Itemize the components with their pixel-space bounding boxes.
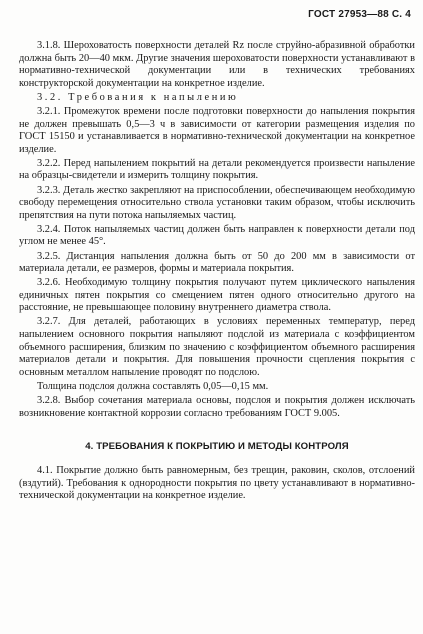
paragraph-3-1-8: 3.1.8. Шероховатость поверхности деталей Rz после струйно-абразивной обработки должна быть 20—40 мкм. Другие значения шероховатости поверхности устанавливают в нормативно-технической документации или в технических требованиях конструкторской документации на конкретное изделие. [19,40,415,89]
paragraph-sublayer-thickness: Толщина подслоя должна составлять 0,05—0,15 мм. [37,380,269,392]
paragraph-3-2-3: 3.2.3. Деталь жестко закрепляют на приспособлении, обеспечивающем необходимую свободу перемещения относительно ствола установки таким образом, чтобы исключить препятствия на пути потока напыляемых частиц. [19,184,415,221]
page-header: ГОСТ 27953—88 С. 4 [308,9,411,20]
document-body [19,40,415,505]
paragraph-3-2-4: 3.2.4. Поток напыляемых частиц должен быть направлен к поверхности детали под углом не менее 45°. [19,223,415,248]
paragraph-3-2-2: 3.2.2. Перед напылением покрытий на детали рекомендуется произвести напыление на образцы-свидетели и измерить толщину покрытия. [19,157,415,182]
paragraph-3-2-6: 3.2.6. Необходимую толщину покрытия получают путем циклического напыления единичных пятен покрытия со смещением пятен одного относительно другого на расстояние, не превышающее половину внутреннего диаметра ствола. [19,277,415,314]
paragraph-3-2-8: 3.2.8. Выбор сочетания материала основы, подслоя и покрытия должен исключать возникновение контактной коррозии согласно требованиям ГОСТ 9.005. [19,395,415,419]
subsection-heading-3-2: 3.2. Требования к напылению [37,91,239,103]
paragraph-3-2-1: 3.2.1. Промежуток времени после подготовки поверхности до напыления покрытия не должен превышать 0,5—3 ч в зависимости от категории размещения изделия по ГОСТ 15150 и устанавливается в нормативно-технической документации на конкретное изделие. [19,105,415,155]
paragraph-4-1: 4.1. Покрытие должно быть равномерным, без трещин, раковин, сколов, отслоений (вздутий). Требования к однородности покрытия по цвету устанавливают в нормативно-технической документации на конкретное изделие. [19,465,415,502]
paragraph-3-2-7: 3.2.7. Для деталей, работающих в условиях переменных температур, перед напылением основного покрытия напыляют подслой из материала с коэффициентом объемного расширения, близким по значению с коэффициентом объемного расширения материалов детали и покрытия. Для повышения прочности сцепления покрытия с основным металлом напыление проводят по подслою. [19,316,415,378]
section-heading-4: 4. ТРЕБОВАНИЯ К ПОКРЫТИЮ И МЕТОДЫ КОНТРОЛЯ [85,441,349,453]
paragraph-3-2-5: 3.2.5. Дистанция напыления должна быть от 50 до 200 мм в зависимости от материала детали, ее размеров, формы и материала покрытия. [19,250,415,275]
